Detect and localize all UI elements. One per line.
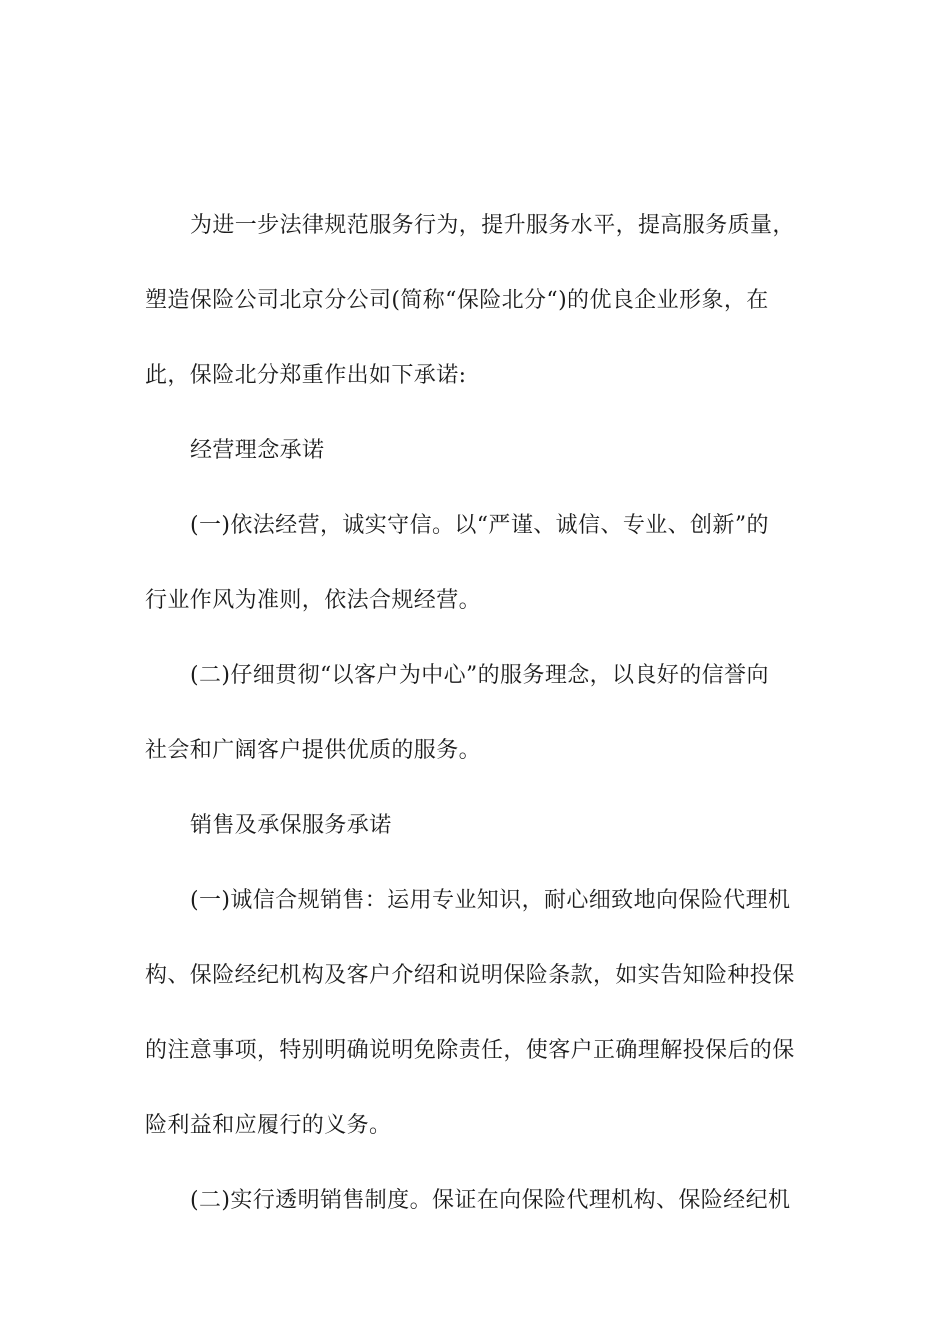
section-heading-business-philosophy: 经营理念承诺 [190,438,325,463]
section-heading-sales-underwriting: 销售及承保服务承诺 [190,813,392,838]
paragraph-intro-line-1: 为进一步法律规范服务行为，提升服务水平，提高服务质量， [190,213,795,238]
sales-item-1-line-3: 的注意事项，特别明确说明免除责任，使客户正确理解投保后的保 [145,1038,795,1063]
item-2-line-2: 社会和广阔客户提供优质的服务。 [145,738,482,763]
sales-item-1-line-2: 构、保险经纪机构及客户介绍和说明保险条款，如实告知险种投保 [145,963,795,988]
sales-item-1-line-1: (一)诚信合规销售：运用专业知识，耐心细致地向保险代理机 [190,888,791,913]
item-2-line-1: (二)仔细贯彻“以客户为中心”的服务理念，以良好的信誉向 [190,663,769,688]
sales-item-1-line-4: 险利益和应履行的义务。 [145,1113,392,1138]
paragraph-intro-line-2: 塑造保险公司北京分公司(简称“保险北分“)的优良企业形象，在 [145,288,769,313]
item-1-line-2: 行业作风为准则，依法合规经营。 [145,588,482,613]
paragraph-intro-line-3: 此，保险北分郑重作出如下承诺: [145,363,467,388]
item-1-line-1: (一)依法经营，诚实守信。以“严谨、诚信、专业、创新”的 [190,513,769,538]
sales-item-2-line-1: (二)实行透明销售制度。保证在向保险代理机构、保险经纪机 [190,1188,791,1213]
